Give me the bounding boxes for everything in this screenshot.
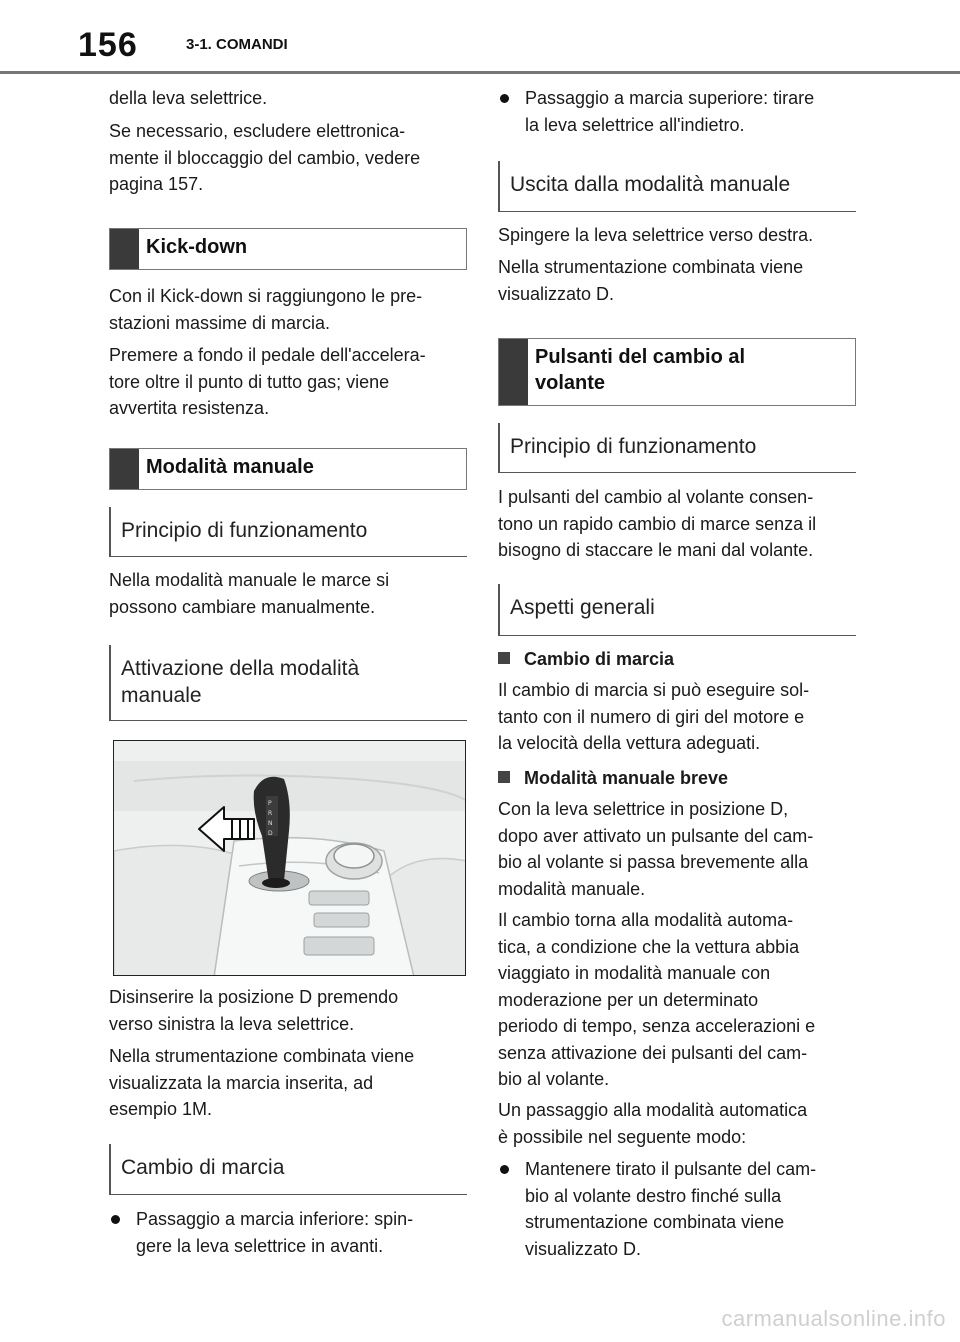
subheading-text: Aspetti generali [510, 596, 655, 619]
paragraph: Spingere la leva selettrice verso destra. [498, 225, 814, 245]
bullet-text: Passaggio a marcia inferiore: spin- gere la leva selettrice in avanti. [136, 1209, 414, 1256]
svg-text:R: R [268, 810, 273, 817]
bullet-item [109, 1206, 467, 1286]
subheading-text: Principio di funzionamento [510, 435, 757, 458]
paragraph: Il cambio torna alla modalità automa- tica, a condizione che la vettura abbia viaggiato in modalità manuale con moderazione per un determinato periodo di tempo, senza accelerazioni e senza attivazione dei pulsanti del cam- bio al volante. [498, 910, 816, 1089]
watermark: carmanualsonline.info [721, 1306, 946, 1331]
subheading-gear-change [109, 1144, 467, 1195]
paragraph: Un passaggio alla modalità automatica è possibile nel seguente modo: [498, 1100, 808, 1147]
subheading-text: Cambio di marcia [121, 1156, 285, 1179]
heading-paddle-buttons [498, 338, 856, 406]
heading-bar [110, 449, 139, 489]
paragraph: Nella modalità manuale le marce si possono cambiare manualmente. [109, 570, 390, 617]
svg-text:D: D [268, 830, 273, 837]
bullet-item [498, 1156, 856, 1259]
paragraph: Con il Kick-down si raggiungono le pre- stazioni massime di marcia. [109, 286, 423, 333]
subheading-principle [498, 423, 856, 473]
sub-subheading-text: Modalità manuale breve [524, 768, 729, 788]
paragraph: Nella strumentazione combinata viene visualizzata la marcia inserita, ad esempio 1M. [109, 1046, 415, 1119]
heading-text: Pulsanti del cambio al volante [535, 346, 746, 394]
paragraph: Il cambio di marcia si può eseguire sol- tanto con il numero di giri del motore e la velocità della vettura adeguati. [498, 680, 810, 753]
bullet-dot-icon [500, 1165, 509, 1174]
bullet-text: Mantenere tirato il pulsante del cam- bio al volante destro finché sulla strumentazione combinata viene visualizzato D. [525, 1159, 817, 1259]
paragraph: Premere a fondo il pedale dell'accelera- tore oltre il punto di tutto gas; viene avvertita resistenza. [109, 345, 426, 418]
subheading-principle [109, 507, 467, 557]
bullet-dot-icon [500, 94, 509, 103]
heading-manual-mode [109, 448, 467, 490]
square-bullet-icon [498, 771, 510, 783]
heading-kickdown [109, 228, 467, 270]
heading-bar [499, 339, 528, 405]
bullet-item [498, 85, 856, 165]
subheading-text: Uscita dalla modalità manuale [510, 173, 791, 196]
square-bullet-icon [498, 652, 510, 664]
subheading-text: Attivazione della modalità manuale [121, 657, 360, 707]
gear-lever-drawing [114, 741, 466, 976]
paragraph: Con la leva selettrice in posizione D, dopo aver attivato un pulsante del cam- bio al volante si passa brevemente alla modalità manuale. [498, 799, 814, 899]
svg-text:N: N [268, 820, 273, 827]
gear-selector-illustration [113, 740, 466, 976]
subheading-activation [109, 645, 467, 721]
svg-text:P: P [268, 800, 272, 807]
section-label: 3-1. COMANDI [186, 36, 288, 53]
paragraph: Nella strumentazione combinata viene visualizzato D. [498, 257, 804, 304]
bullet-text: Passaggio a marcia superiore: tirare la leva selettrice all'indietro. [525, 88, 815, 135]
heading-text: Modalità manuale [146, 456, 314, 478]
paragraph: Se necessario, escludere elettronica- mente il bloccaggio del cambio, vedere pagina 157. [109, 121, 421, 194]
paragraph: della leva selettrice. [109, 88, 268, 108]
bullet-dot-icon [111, 1215, 120, 1224]
page-header [0, 0, 960, 74]
header-divider [0, 71, 960, 74]
sub-subheading-text: Cambio di marcia [524, 649, 675, 669]
subheading-text: Principio di funzionamento [121, 519, 368, 542]
subheading-exit-manual [498, 161, 856, 212]
heading-text: Kick-down [146, 236, 248, 258]
paragraph: I pulsanti del cambio al volante consen- tono un rapido cambio di marce senza il bisogno di staccare le mani dal volante. [498, 487, 817, 560]
heading-bar [110, 229, 139, 269]
subheading-general [498, 584, 856, 636]
paragraph: Disinserire la posizione D premendo verso sinistra la leva selettrice. [109, 987, 399, 1034]
page-number: 156 [78, 26, 138, 64]
